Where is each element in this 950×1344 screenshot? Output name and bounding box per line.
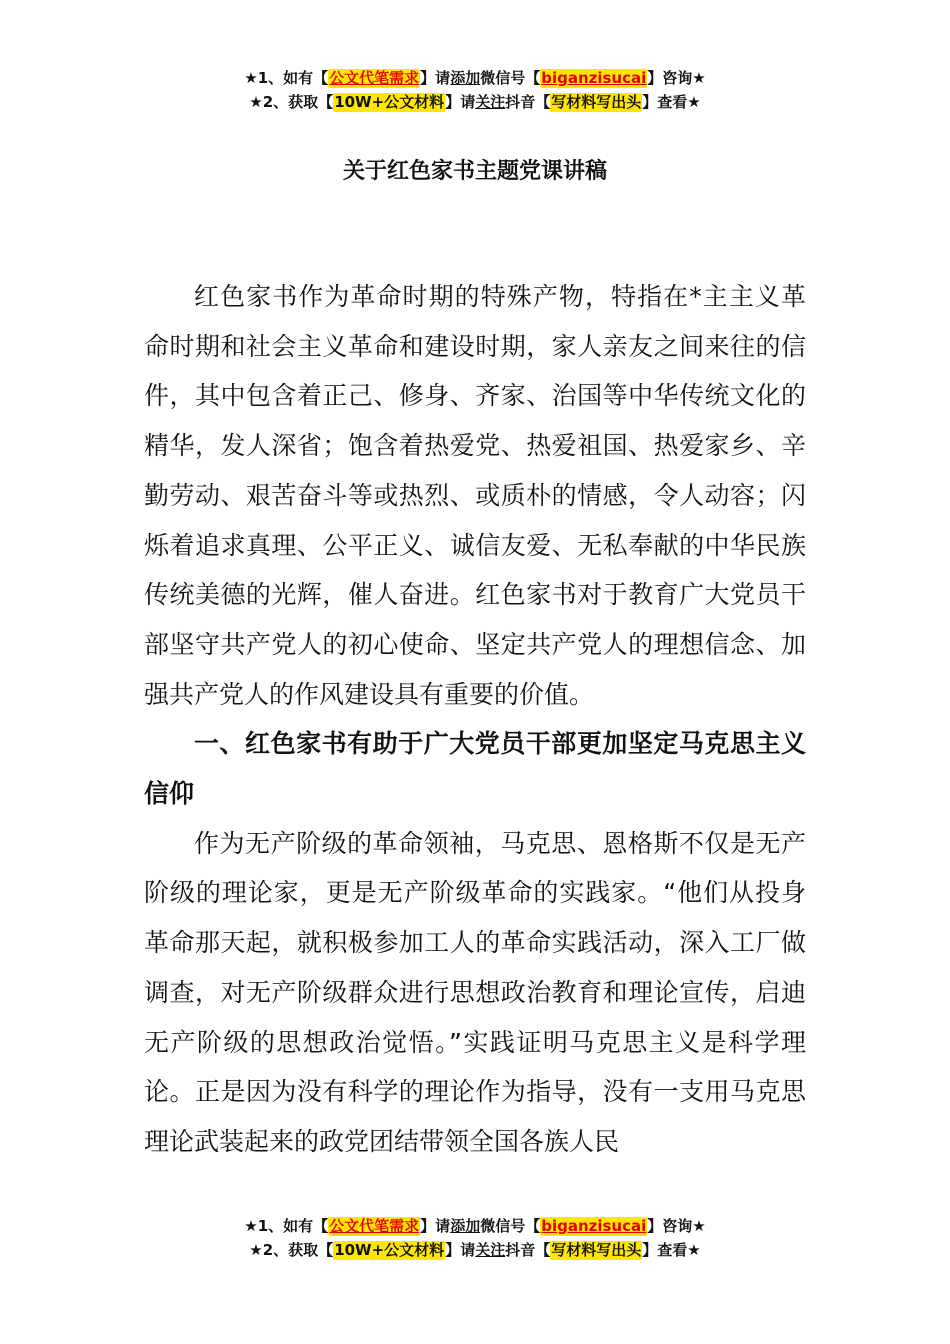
paragraph-intro: 红色家书作为革命时期的特殊产物，特指在*主主义革命时期和社会主义革命和建设时期，家人亲友之间来往的信件，其中包含着正己、修身、齐家、治国等中华传统文化的精华，发人深省；饱含着热爱党、热爱祖国、热爱家乡、辛勤劳动、艰苦奋斗等或热烈、或质朴的情感，令人动容；闪烁着追求真理、公平正义、诚信友爱、无私奉献的中华民族传统美德的光辉，催人奋进。红色家书对于教育广大党员干部坚守共产党人的初心使命、坚定共产党人的理想信念、加强共产党人的作风建设具有重要的价值。 (144, 282, 806, 709)
banner-line-1-mid1: 】请 (420, 1217, 451, 1235)
banner-line-1 (0, 66, 950, 90)
banner-line-1-highlight-writing-service: 公文代笔需求 (329, 69, 420, 87)
banner-line-2 (0, 90, 950, 114)
paragraph-section-1: 作为无产阶级的革命领袖，马克思、恩格斯不仅是无产阶级的理论家，更是无产阶级革命的实践家。“他们从投身革命那天起，就积极参加工人的革命实践活动，深入工厂做调查，对无产阶级群众进行思想政治教育和理论宣传，启迪无产阶级的思想政治觉悟。”实践证明马克思主义是科学理论。正是因为没有科学的理论作为指导，没有一支用马克思理论武装起来的政党团结带领全国各族人民 (144, 828, 806, 1156)
banner-line-2-highlight-douyin: 写材料写出头 (551, 93, 642, 111)
banner-line-1-prefix: ★1、如有【 (244, 1217, 329, 1235)
banner-line-1-prefix: ★1、如有【 (244, 69, 329, 87)
banner-line-2-mid2: 抖音【 (505, 93, 551, 111)
section-heading-1: 一、红色家书有助于广大党员干部更加坚定马克思主义信仰 (144, 729, 806, 809)
banner-line-2-underlined: 关注 (475, 1241, 506, 1259)
banner-line-1 (0, 1214, 950, 1238)
banner-line-1-suffix: 】咨询★ (647, 1217, 706, 1235)
banner-line-1-suffix: 】咨询★ (647, 69, 706, 87)
banner-line-2-highlight-douyin: 写材料写出头 (551, 1241, 642, 1259)
banner-line-1-mid1: 】请 (420, 69, 451, 87)
banner-line-2-suffix: 】查看★ (642, 1241, 701, 1259)
banner-line-2-mid1: 】请 (445, 1241, 476, 1259)
banner-line-2-prefix: ★2、获取【 (249, 93, 334, 111)
banner-line-1-highlight-writing-service: 公文代笔需求 (329, 1217, 420, 1235)
banner-line-2-highlight-materials: 10W+公文材料 (334, 93, 445, 111)
banner-line-1-mid2: 微信号【 (480, 69, 541, 87)
banner-line-1-underlined: 添加 (450, 69, 481, 87)
banner-line-1-highlight-wechat-id: biganzisucai (541, 69, 647, 87)
header-banner (0, 66, 950, 114)
banner-line-2-prefix: ★2、获取【 (249, 1241, 334, 1259)
banner-line-2-suffix: 】查看★ (642, 93, 701, 111)
banner-line-2-underlined: 关注 (475, 93, 506, 111)
banner-line-2 (0, 1238, 950, 1262)
banner-line-1-underlined: 添加 (450, 1217, 481, 1235)
banner-line-1-highlight-wechat-id: biganzisucai (541, 1217, 647, 1235)
document-body (144, 272, 806, 1167)
banner-line-2-mid1: 】请 (445, 93, 476, 111)
banner-line-2-mid2: 抖音【 (505, 1241, 551, 1259)
footer-banner (0, 1214, 950, 1262)
banner-line-2-highlight-materials: 10W+公文材料 (334, 1241, 445, 1259)
banner-line-1-mid2: 微信号【 (480, 1217, 541, 1235)
document-title: 关于红色家书主题党课讲稿 (342, 159, 607, 184)
